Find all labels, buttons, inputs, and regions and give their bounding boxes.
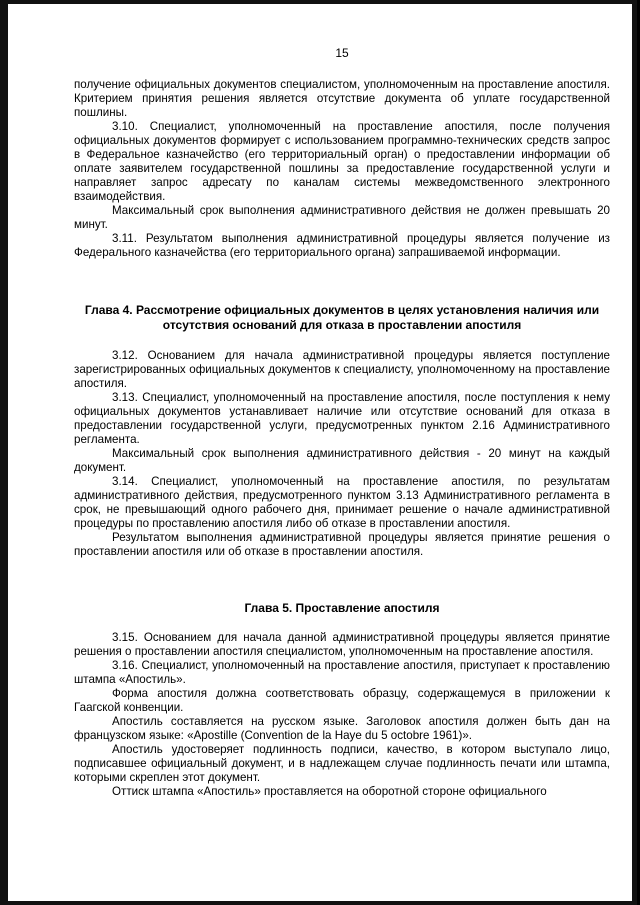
- paragraph: 3.13. Специалист, уполномоченный на проставление апостиля, после поступления к нему официальных документов устанавливает наличие или отсутствие оснований для отказа в предоставлении государственной услуги, предусмотренных пунктом 2.16 Административного регламента.: [74, 391, 610, 446]
- section-chapter-4: [74, 303, 610, 333]
- paragraph: 3.10. Специалист, уполномоченный на проставление апостиля, после получения официальных документов формирует с использованием программно-технических средств запрос в Федеральное казначейство (его территориальный орган) о предоставлении информации об оплате заявителем государственной пошлины за предоставление государственной услуги и направляет запрос адресату по каналам системы межведомственного электронного взаимодействия.: [74, 120, 610, 203]
- chapter-heading: Глава 5. Проставление апостиля: [244, 601, 440, 615]
- paragraph: Апостиль составляется на русском языке. Заголовок апостиля должен быть дан на французском языке: «Apostille (Convention de la Haye du 5 octobre 1961)».: [74, 715, 610, 742]
- paragraph: Максимальный срок выполнения административного действия не должен превышать 20 минут.: [74, 204, 610, 231]
- section-chapter-4-body: [74, 349, 610, 559]
- section-intro: [74, 78, 610, 260]
- paragraph: Оттиск штампа «Апостиль» проставляется на оборотной стороне официального: [112, 785, 547, 798]
- paragraph: 3.11. Результатом выполнения административной процедуры является получение из Федерального казначейства (его территориального органа) запрашиваемой информации.: [74, 232, 610, 259]
- paragraph: получение официальных документов специалистом, уполномоченным на проставление апостиля. Критерием принятия решения является отсутствие документа об уплате государственной пошлины.: [74, 78, 610, 119]
- paragraph: Максимальный срок выполнения административного действия - 20 минут на каждый документ.: [74, 447, 610, 474]
- paragraph: Апостиль удостоверяет подлинность подписи, качество, в котором выступало лицо, подписавшее официальный документ, и в надлежащем случае подлинность печати или штампа, которыми скреплен этот документ.: [74, 743, 610, 784]
- paragraph: 3.14. Специалист, уполномоченный на проставление апостиля, по результатам административного действия, предусмотренного пунктом 3.13 Административного регламента в срок, не превышающий одного рабочего дня, принимает решение о начале административной процедуры по проставлению апостиля либо об отказе в проставлении апостиля.: [74, 475, 610, 530]
- paragraph: Форма апостиля должна соответствовать образцу, содержащемуся в приложении к Гаагской конвенции.: [74, 687, 610, 714]
- paragraph: 3.15. Основанием для начала данной административной процедуры является принятие решения о проставлении апостиля специалистом, уполномоченным на проставление апостиля.: [74, 631, 610, 658]
- paragraph: Результатом выполнения административной процедуры является принятие решения о проставлении апостиля или об отказе в проставлении апостиля.: [74, 531, 610, 558]
- page-number: 15: [335, 46, 349, 60]
- paragraph: 3.16. Специалист, уполномоченный на проставление апостиля, приступает к проставлению штампа «Апостиль».: [74, 659, 610, 686]
- paragraph: 3.12. Основанием для начала административной процедуры является поступление зарегистрированных официальных документов к специалисту, уполномоченному на проставление апостиля.: [74, 349, 610, 390]
- section-chapter-5: [74, 601, 610, 616]
- chapter-heading: Глава 4. Рассмотрение официальных документов в целях установления наличия или отсутствия оснований для отказа в проставлении апостиля: [84, 303, 600, 332]
- document-page: [8, 4, 632, 901]
- section-chapter-5-body: [74, 631, 610, 799]
